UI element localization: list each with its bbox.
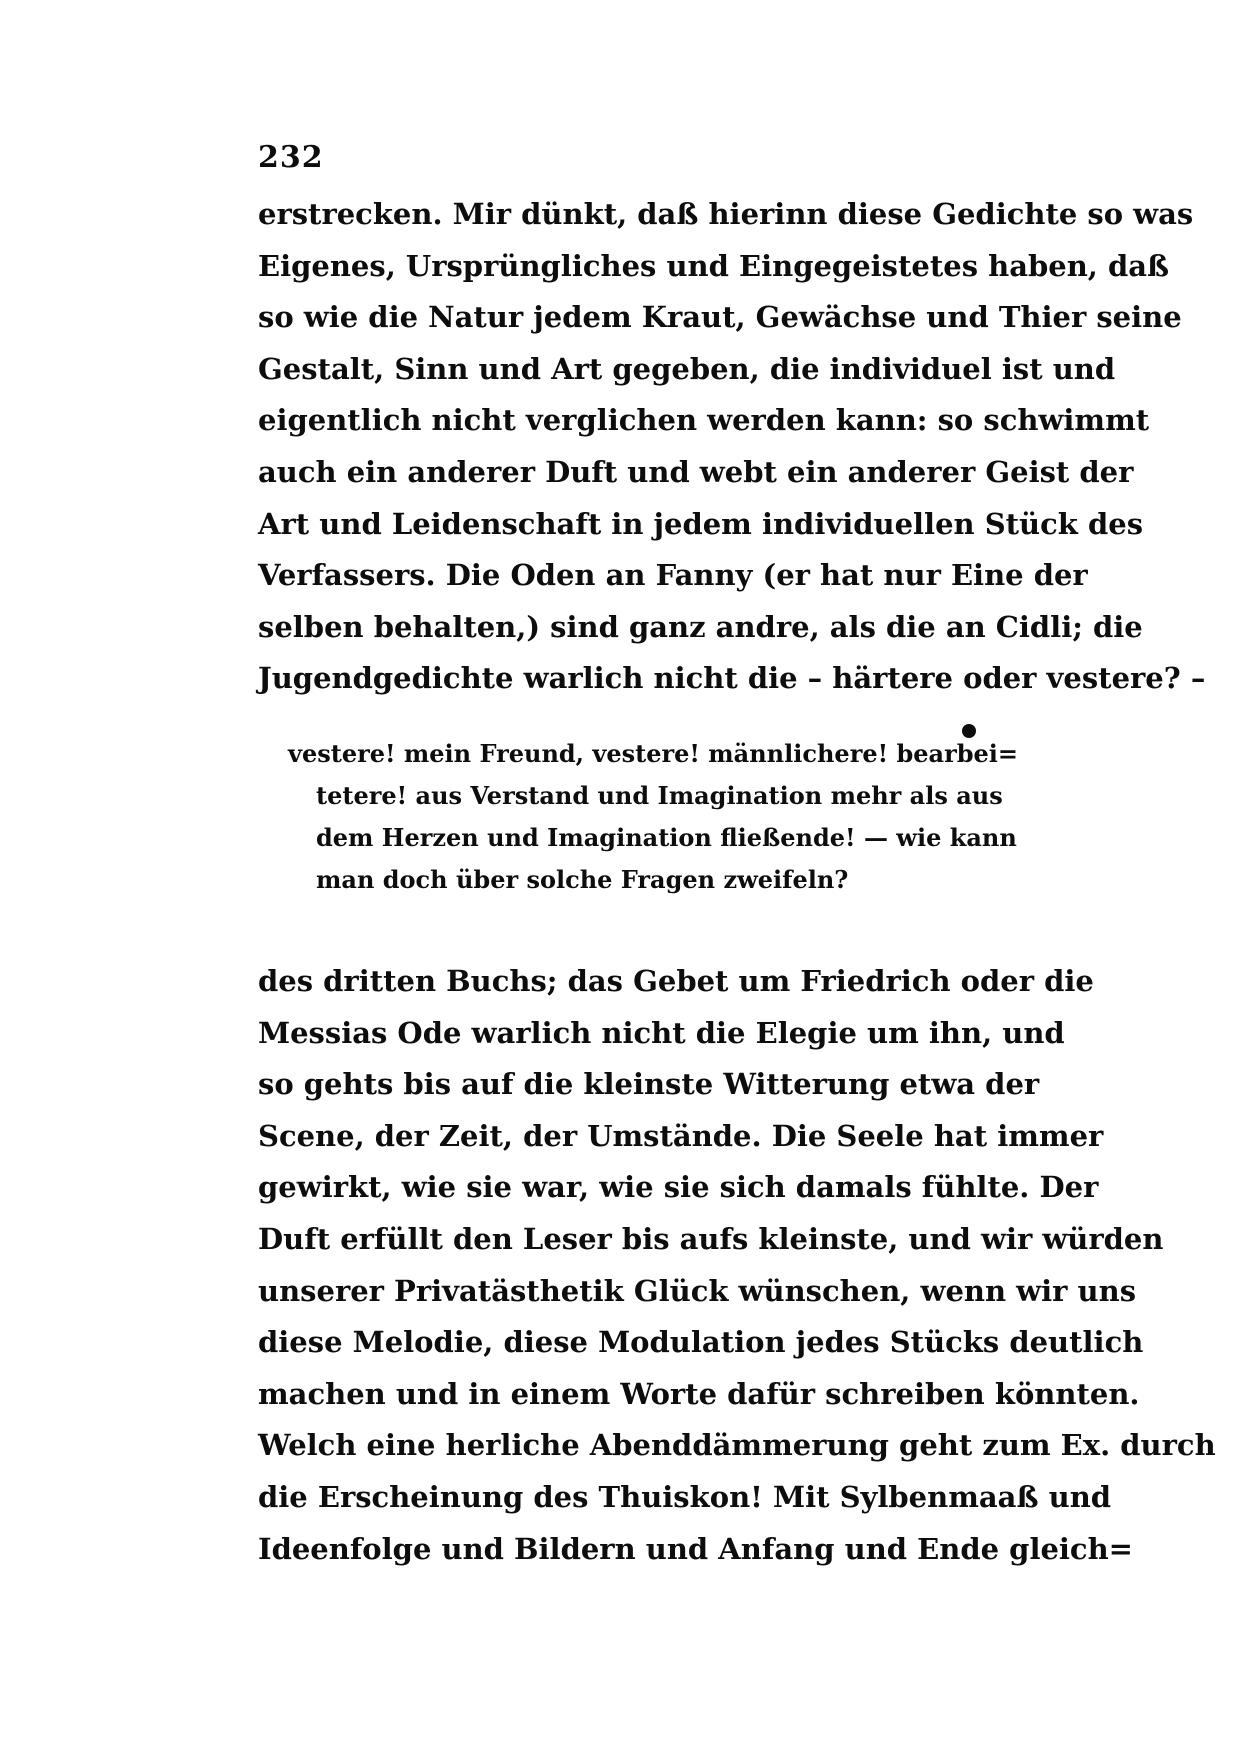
text-line: machen und in einem Worte dafür schreiben könnten. bbox=[258, 1376, 1140, 1411]
footnote-line: man doch über solche Fragen zweifeln? bbox=[316, 865, 849, 894]
page-number: 232 bbox=[258, 140, 324, 175]
text-line: eigentlich nicht verglichen werden kann: so schwimmt bbox=[258, 403, 1150, 438]
text-line: Messias Ode warlich nicht die Elegie um ihn, und bbox=[258, 1015, 1065, 1050]
text-line: des dritten Buchs; das Gebet um Friedrich oder die bbox=[258, 964, 1094, 998]
footnote-line: tetere! aus Verstand und Imagination mehr als aus bbox=[316, 781, 1003, 810]
text-line: erstrecken. Mir dünkt, daß hierinn diese Gedichte so was bbox=[258, 197, 1194, 231]
text-line: so gehts bis auf die kleinste Witterung etwa der bbox=[258, 1067, 1040, 1102]
main-text-lower bbox=[258, 956, 1216, 1575]
text-line: Eigenes, Ursprüngliches und Eingegeistetes haben, daß bbox=[258, 248, 1170, 283]
text-line: die Erscheinung des Thuiskon! Mit Sylbenmaaß und bbox=[258, 1479, 1112, 1514]
text-line: Verfassers. Die Oden an Fanny (er hat nur Eine der bbox=[258, 558, 1088, 593]
text-line: unserer Privatästhetik Glück wünschen, wenn wir uns bbox=[258, 1273, 1137, 1308]
footnote-line: vestere! mein Freund, vestere! männlichere! bearbei= bbox=[288, 739, 1019, 768]
text-line: Art und Leidenschaft in jedem individuellen Stück des bbox=[258, 506, 1144, 541]
footnote-marker bbox=[962, 724, 976, 738]
text-line: diese Melodie, diese Modulation jedes Stücks deutlich bbox=[258, 1325, 1144, 1360]
text-line: Duft erfüllt den Leser bis aufs kleinste, und wir würden bbox=[258, 1221, 1164, 1256]
text-line: Scene, der Zeit, der Umstände. Die Seele hat immer bbox=[258, 1118, 1104, 1153]
text-line: Ideenfolge und Bildern und Anfang und Ende gleich= bbox=[258, 1531, 1133, 1566]
text-line: auch ein anderer Duft und webt ein anderer Geist der bbox=[258, 454, 1134, 489]
text-line: Welch eine herliche Abenddämmerung geht zum Ex. durch bbox=[258, 1428, 1216, 1463]
text-line: gewirkt, wie sie war, wie sie sich damals fühlte. Der bbox=[258, 1170, 1099, 1205]
text-line: so wie die Natur jedem Kraut, Gewächse und Thier seine bbox=[258, 300, 1182, 335]
text-line: Gestalt, Sinn und Art gegeben, die individuel ist und bbox=[258, 351, 1116, 386]
text-line: selben behalten,) sind ganz andre, als die an Cidli; die bbox=[258, 609, 1143, 644]
footnote-line: dem Herzen und Imagination fließende! — wie kann bbox=[316, 823, 1017, 852]
main-text-upper bbox=[258, 189, 1206, 705]
text-line: Jugendgedichte warlich nicht die – härtere oder vestere? – bbox=[258, 661, 1206, 696]
footnote bbox=[288, 733, 1019, 901]
